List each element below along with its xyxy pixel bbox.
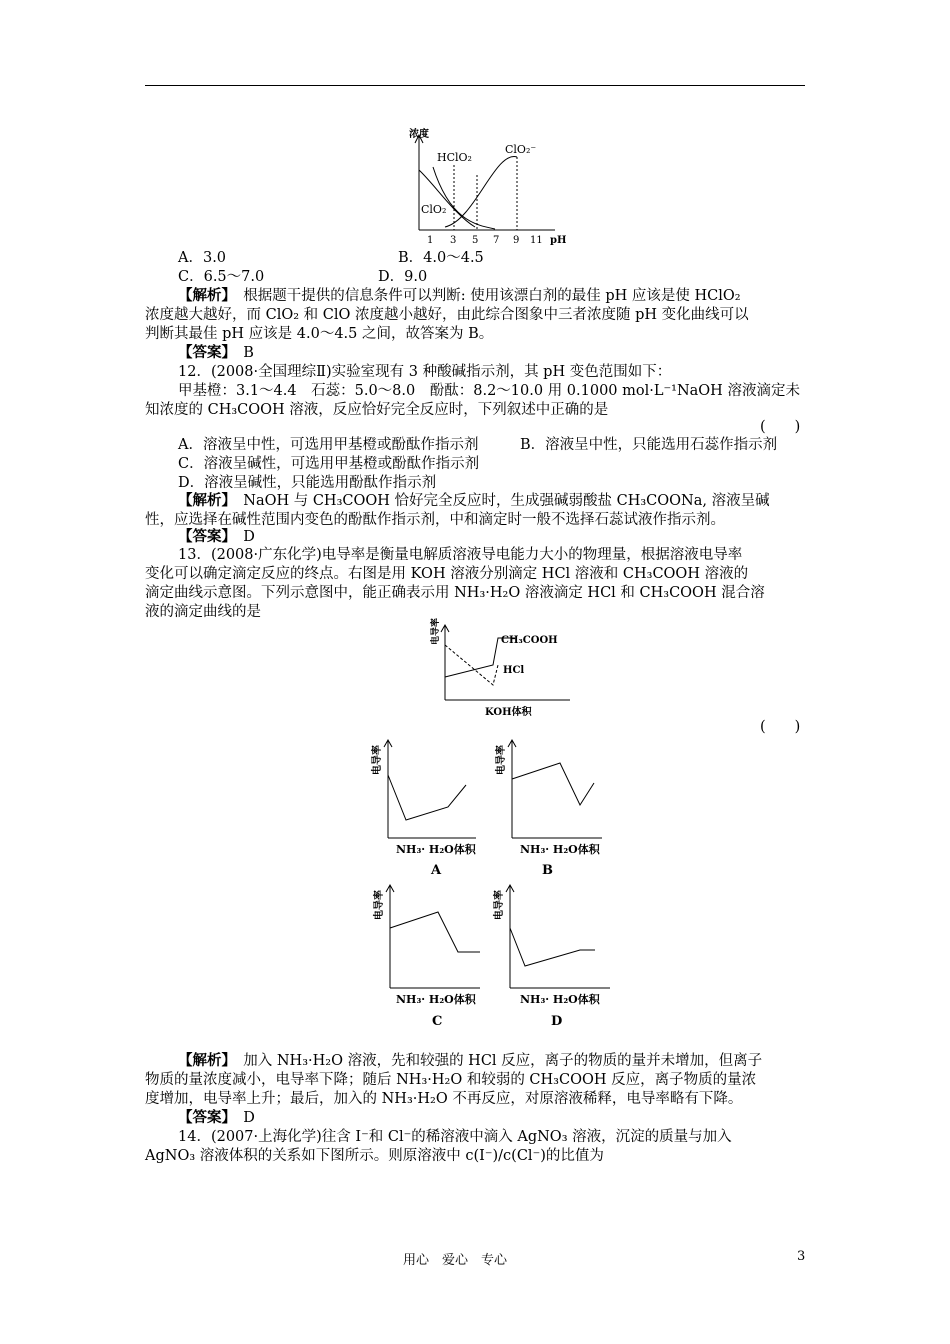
answer-tag: 【答案】 [178, 1109, 229, 1126]
q14-stem: 14．(2007·上海化学)往含 I⁻和 Cl⁻的稀溶液中滴入 AgNO₃ 溶液，沉淀的质量与加入 [178, 1129, 732, 1145]
curve-clo2 [433, 167, 495, 229]
series-label-hcl: HCl [503, 665, 525, 676]
y-label: 电导率 [372, 745, 383, 775]
y-label: 电导率 [374, 890, 385, 920]
q12-option-d: D．溶液呈碱性，只能选用酚酞作指示剂 [178, 475, 437, 491]
koh-reference-chart [425, 615, 575, 720]
page-number: 3 [797, 1249, 806, 1264]
ph-concentration-chart [405, 125, 575, 250]
x-label: NH₃· H₂O体积 [520, 993, 600, 1006]
q11-answer: 【答案】 B [178, 344, 254, 361]
answer-tag: 【答案】 [178, 344, 229, 361]
option-label-c: C [432, 1014, 443, 1029]
option-chart-d [490, 880, 615, 1010]
y-label: 电导率 [431, 617, 441, 645]
q11-option-a: A．3.0 [178, 250, 227, 266]
option-label-d: D [551, 1014, 563, 1029]
q12-analysis-line: 性，应选择在碱性范围内变色的酚酞作指示剂，中和滴定时一般不选择石蕊试液作指示剂。 [145, 512, 725, 528]
analysis-tag: 【解析】 [178, 492, 229, 509]
q12-stem: 12．(2008·全国理综Ⅱ)实验室现有 3 种酸碱指示剂，其 pH 变色范围如下： [178, 364, 672, 380]
x-label: NH₃· H₂O体积 [396, 993, 476, 1006]
q13-answer: 【答案】 D [178, 1109, 255, 1126]
q13-analysis-line: 物质的量浓度减小，电导率下降；随后 NH₃·H₂O 和较弱的 CH₃COOH 反应，离子物质的量浓 [145, 1072, 757, 1088]
tick-label: 5 [472, 235, 479, 246]
q11-option-b: B．4.0～4.5 [398, 250, 484, 266]
analysis-tag: 【解析】 [178, 1052, 229, 1069]
q13-analysis-line: 度增加，电导率上升；最后，加入的 NH₃·H₂O 不再反应，对原溶液稀释，电导率略有下降。 [145, 1091, 743, 1107]
q13-stem: 13．(2008·广东化学)电导率是衡量电解质溶液导电能力大小的物理量，根据溶液电导率 [178, 547, 743, 563]
y-label: 电导率 [496, 745, 507, 775]
q14-stem: AgNO₃ 溶液体积的关系如下图所示。则原溶液中 c(I⁻)/c(Cl⁻)的比值为 [145, 1148, 604, 1164]
answer-tag: 【答案】 [178, 528, 229, 545]
option-label-b: B [542, 863, 553, 878]
q11-option-c: C．6.5～7.0 [178, 269, 265, 285]
curve-clo2-minus [445, 157, 517, 227]
analysis-tag: 【解析】 [178, 287, 229, 304]
y-label: 电导率 [494, 890, 505, 920]
option-chart-c [370, 880, 485, 1010]
answer-bracket: ( ) [760, 719, 801, 735]
curve-hcl [445, 645, 498, 685]
q13-stem: 滴定曲线示意图。下列示意图中，能正确表示用 NH₃·H₂O 溶液滴定 HCl 和 CH₃COOH 混合溶 [145, 585, 765, 601]
series-label-hclo2: HClO₂ [437, 151, 472, 164]
q11-analysis-line: 判断其最佳 pH 应该是 4.0～4.5 之间，故答案为 B。 [145, 326, 494, 342]
q11-analysis-line: 浓度越大越好，而 ClO₂ 和 ClO 浓度越小越好，由此综合图象中三者浓度随 pH 变化曲线可以 [145, 307, 749, 323]
footer-slogan: 用心 爱心 专心 [403, 1253, 508, 1268]
option-chart-a [368, 735, 478, 860]
tick-label: 3 [450, 235, 457, 246]
tick-label: 7 [493, 235, 500, 246]
header-rule [145, 85, 805, 86]
y-label: 浓度 [409, 129, 429, 140]
option-chart-b [492, 735, 607, 860]
tick-label: 11 [530, 235, 543, 246]
q12-option-b: B．溶液呈中性，只能选用石蕊作指示剂 [520, 437, 778, 453]
q13-stem: 液的滴定曲线的是 [145, 604, 261, 620]
q12-stem: 甲基橙：3.1～4.4 石蕊：5.0～8.0 酚酞：8.2～10.0 用 0.1000 mol·L⁻¹NaOH 溶液滴定未 [178, 383, 800, 399]
option-label-a: A [431, 863, 442, 878]
tick-label: 1 [427, 235, 434, 246]
x-label: NH₃· H₂O体积 [520, 843, 600, 856]
q12-analysis-line: 【解析】 NaOH 与 CH₃COOH 恰好完全反应时，生成强碱弱酸盐 CH₃COONa, 溶液呈碱 [178, 492, 770, 509]
q12-answer: 【答案】 D [178, 528, 255, 545]
q12-option-a: A．溶液呈中性，可选用甲基橙或酚酞作指示剂 [178, 437, 479, 453]
q12-stem: 知浓度的 CH₃COOH 溶液，反应恰好完全反应时，下列叙述中正确的是 [145, 402, 609, 418]
x-label: pH [550, 235, 567, 246]
series-label-clo2-minus: ClO₂⁻ [505, 143, 537, 156]
x-label: NH₃· H₂O体积 [396, 843, 476, 856]
x-label: KOH体积 [485, 707, 532, 718]
q13-stem: 变化可以确定滴定反应的终点。右图是用 KOH 溶液分别滴定 HCl 溶液和 CH₃COOH 溶液的 [145, 566, 749, 582]
answer-bracket: ( ) [760, 419, 801, 435]
q11-option-d: D．9.0 [378, 269, 428, 285]
q11-analysis-line: 【解析】 根据题干提供的信息条件可以判断: 使用该漂白剂的最佳 pH 应该是使 HClO₂ [178, 287, 741, 304]
series-label-ch3cooh: CH₃COOH [501, 635, 558, 646]
q12-option-c: C．溶液呈碱性，可选用甲基橙或酚酞作指示剂 [178, 456, 480, 472]
q13-analysis-line: 【解析】 加入 NH₃·H₂O 溶液，先和较强的 HCl 反应，离子的物质的量并未增加，但离子 [178, 1052, 763, 1069]
tick-label: 9 [513, 235, 520, 246]
series-label-clo2: ClO₂ [421, 203, 447, 216]
